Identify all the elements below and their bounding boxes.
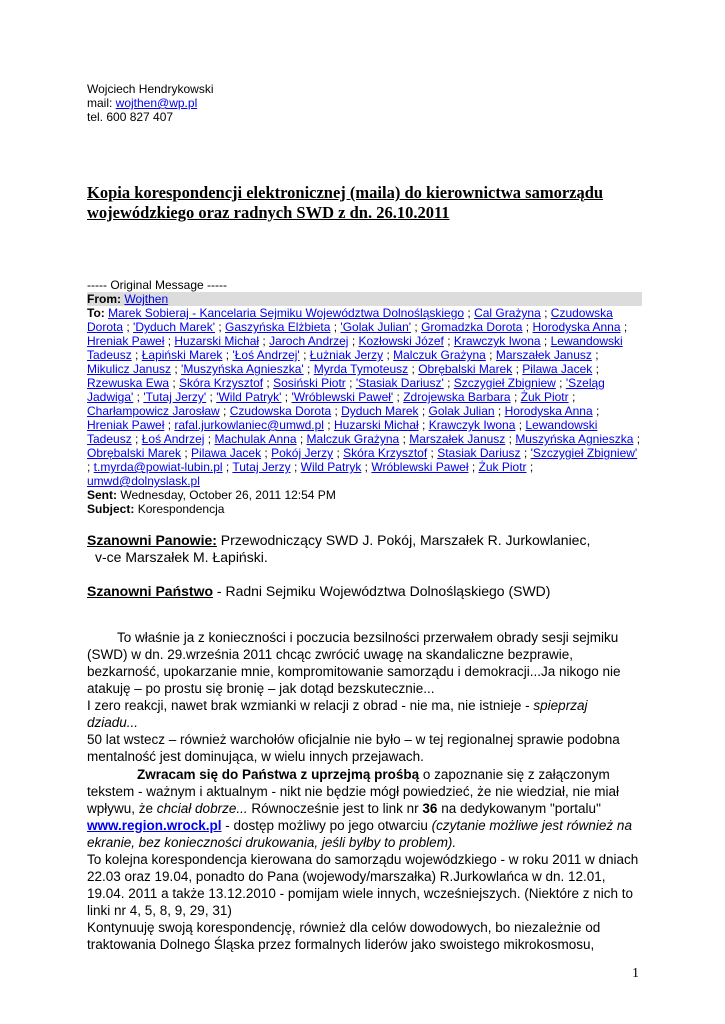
recipient-separator: ;: [87, 460, 94, 474]
recipient-link[interactable]: Obrębalski Marek: [87, 446, 182, 460]
recipient-separator: ;: [540, 334, 551, 348]
recipient-link[interactable]: 'Stasiak Dariusz': [355, 376, 444, 390]
recipient-link[interactable]: rafal.jurkowlaniec@umwd.pl: [174, 418, 324, 432]
recipient-separator: ;: [323, 418, 334, 432]
recipient-separator: ;: [131, 432, 142, 446]
recipient-link[interactable]: Krawczyk Iwona: [453, 334, 541, 348]
sender-name: Wojciech Hendrykowski: [87, 82, 214, 96]
sender-phone: tel. 600 827 407: [87, 110, 174, 124]
recipient-separator: ;: [164, 418, 175, 432]
recipient-separator: ;: [520, 446, 531, 460]
recipient-separator: ;: [222, 460, 233, 474]
recipient-link[interactable]: Horodyska Anna: [504, 404, 593, 418]
recipient-separator: ;: [510, 390, 521, 404]
recipient-link[interactable]: 'Wróblewski Paweł': [291, 390, 394, 404]
recipient-link[interactable]: Stasiak Dariusz: [437, 446, 521, 460]
recipient-link[interactable]: 'Łoś Andrzej': [232, 348, 300, 362]
recipient-link[interactable]: 'Dyduch Marek': [133, 320, 215, 334]
document-title: Kopia korespondencji elektronicznej (maila) do kierownictwa samorządu wojewódzkiego oraz radnych SWD z dn. 26.10.2011: [87, 183, 604, 222]
subject-row: Subject: Korespondencja: [87, 502, 225, 516]
recipient-separator: ;: [494, 404, 505, 418]
recipient-separator: ;: [540, 306, 551, 320]
recipient-list: [87, 306, 640, 488]
recipient-link[interactable]: 'Tutaj Jerzy': [143, 390, 207, 404]
recipient-separator: ;: [330, 320, 341, 334]
to-row: To: Marek Sobieraj - Kancelaria Sejmiku Województwa Dolnośląskiego ; Cal Grażyna ; Czudowska Dorota ; 'Dyduch Marek' ; Gaszyńska Elżbieta ; 'Golak Julian' ; Gromadzka Dorota ; Horodyska Anna ; Hreniak Paweł ; Huzarski Michał ; Jaroch Andrzej ; Kozłowski Józef ; Krawczyk Iwona ; Lewandowski Tadeusz ; Łapiński Marek ; 'Łoś Andrzej' ; Łużniak Jerzy ; Malczuk Grażyna ; Marszałek Janusz ; Mikulicz Janusz ; 'Muszyńska Agnieszka' ; Myrda Tymoteusz ; Obrębalski Marek ; Pilawa Jacek ; Rzewuska Ewa ; Skóra Krzysztof ; Sosiński Piotr ; 'Stasiak Dariusz' ; Szczygieł Zbigniew ; 'Szeląg Jadwiga' ; 'Tutaj Jerzy' ; 'Wild Patryk' ; 'Wróblewski Paweł' ; Zdrojewska Barbara ; Żuk Piotr ; Charłampowicz Jarosław ; Czudowska Dorota ; Dyduch Marek ; Golak Julian ; Horodyska Anna ; Hreniak Paweł ; rafal.jurkowlaniec@umwd.pl ; Huzarski Michał ; Krawczyk Iwona ; Lewandowski Tadeusz ; Łoś Andrzej ; Machulak Anna ; Malczuk Grażyna ; Marszałek Janusz ; Muszyńska Agnieszka ; Obrębalski Marek ; Pilawa Jacek ; Pokój Jerzy ; Skóra Krzysztof ; Stasiak Dariusz ; 'Szczygieł Zbigniew' ; t.myrda@powiat-lubin.pl ; Tutaj Jerzy ; Wild Patryk ; Wróblewski Paweł ; Żuk Piotr ; umwd@dolnyslask.pl: [87, 306, 641, 488]
recipient-link[interactable]: 'Szczygieł Zbigniew': [530, 446, 638, 460]
recipient-link[interactable]: 'Golak Julian': [340, 320, 412, 334]
recipient-separator: ;: [443, 334, 454, 348]
recipient-separator: ;: [361, 460, 372, 474]
recipient-separator: ;: [443, 376, 454, 390]
recipient-link[interactable]: Krawczyk Iwona: [428, 418, 516, 432]
recipient-link[interactable]: 'Wild Patryk': [216, 390, 282, 404]
recipient-link[interactable]: Mikulicz Janusz: [87, 362, 172, 376]
recipient-link[interactable]: Lewandowski Tadeusz: [87, 418, 598, 446]
recipient-separator: ;: [512, 362, 523, 376]
sent-row: Sent: Wednesday, October 26, 2011 12:54 PM: [87, 488, 336, 502]
recipient-link[interactable]: Charłampowicz Jarosław: [87, 404, 220, 418]
recipient-separator: ;: [505, 432, 516, 446]
recipient-separator: ;: [620, 320, 628, 334]
recipient-link[interactable]: Jaroch Andrzej: [269, 334, 349, 348]
greeting-gentlemen: Szanowni Panowie: Przewodniczący SWD J. Pokój, Marszałek R. Jurkowlaniec, v-ce Marszałek M. Łapiński.: [87, 532, 591, 565]
recipient-link[interactable]: Łapiński Marek: [141, 348, 223, 362]
recipient-separator: ;: [303, 362, 314, 376]
sender-mail: mail: wojthen@wp.pl: [87, 96, 198, 110]
paragraph-2: Zwracam się do Państwa z uprzejmą prośbą o zapoznanie się z załączonym tekstem - ważnym i aktualnym - nikt nie będzie mógł powiedzieć, że nie wiedział, nie miał wpływu, że chciał dobrze... Równocześnie jest to link nr 36 na dedykowanym "portalu" www.region.wrock.pl - dostęp możliwy po jego otwarciu (czytanie możliwe jest również na ekranie, bez konieczności drukowania, jeśli byłby to problem). To kolejna korespondencja kierowana do samorządu wojewódzkiego - w roku 2011 w dniach 22.03 oraz 19.04, ponadto do Pana (wojewody/marszałka) R.Jurkowlańca w dn. 12.01, 19.04. 2011 a także 13.12.2010 - pomijam wiele innych, wcześniejszych. (Niektóre z nich to linki nr 4, 5, 8, 9, 29, 31) Kontynuuję swoją korespondencję, również dla celów dowodowych, bo niezależnie od traktowania Dolnego Śląska przez formalnych liderów jako swoistego mikrokosmosu,: [87, 767, 639, 952]
recipient-separator: ;: [411, 320, 422, 334]
recipient-link[interactable]: Łoś Andrzej: [141, 432, 205, 446]
recipient-separator: ;: [263, 376, 274, 390]
recipient-link[interactable]: Dyduch Marek: [341, 404, 419, 418]
recipient-separator: ;: [333, 446, 344, 460]
recipient-link[interactable]: Żuk Piotr: [520, 390, 569, 404]
recipient-link[interactable]: Żuk Piotr: [478, 460, 527, 474]
recipient-separator: ;: [206, 390, 217, 404]
recipient-separator: ;: [296, 432, 307, 446]
recipient-separator: ;: [181, 446, 192, 460]
recipient-link[interactable]: Pilawa Jacek: [191, 446, 262, 460]
recipient-link[interactable]: Pilawa Jacek: [522, 362, 593, 376]
recipient-link[interactable]: 'Szeląg Jadwiga': [87, 376, 605, 404]
sender-mail-link[interactable]: wojthen@wp.pl: [115, 96, 198, 110]
recipient-separator: ;: [464, 306, 475, 320]
recipient-separator: ;: [568, 390, 576, 404]
recipient-separator: ;: [123, 320, 134, 334]
recipient-separator: ;: [393, 390, 404, 404]
recipient-separator: ;: [133, 390, 144, 404]
from-row: From: Wojthen: [87, 292, 642, 306]
recipient-separator: ;: [169, 376, 180, 390]
recipient-separator: ;: [383, 348, 394, 362]
recipient-separator: ;: [591, 348, 599, 362]
recipient-separator: ;: [331, 404, 342, 418]
recipient-link[interactable]: Golak Julian: [428, 404, 495, 418]
recipient-link[interactable]: Muszyńska Agnieszka: [515, 432, 634, 446]
recipient-separator: ;: [633, 432, 641, 446]
page-number: 1: [632, 966, 639, 981]
recipient-link[interactable]: Machulak Anna: [214, 432, 297, 446]
recipient-link[interactable]: Kozłowski Józef: [358, 334, 444, 348]
recipient-link[interactable]: Czudowska Dorota: [229, 404, 332, 418]
recipient-link[interactable]: 'Muszyńska Agnieszka': [181, 362, 304, 376]
recipient-separator: ;: [522, 320, 533, 334]
recipient-link[interactable]: Gromadzka Dorota: [421, 320, 523, 334]
paragraph-1: To właśnie ja z konieczności i poczucia bezsilności przerwałem obrady sesji sejmiku (SWD) w dn. 29.września 2011 chcąc zwrócić uwagę na skandaliczne bezprawie, bezkarność, upokarzanie mnie, kompromitowanie samorządu i demokracji...Ja nikogo nie atakuję – po prostu się bronię – jak dotąd bezskutecznie... I zero reakcji, nawet brak wzmianki w relacji z obrad - nie ma, nie istnieje - spieprzaj dziadu... 50 lat wstecz – również warchołów oficjalnie nie było – w tej regionalnej sprawie podobna mentalność jest dominująca, w wielu innych przejawach.: [87, 630, 621, 764]
recipient-link[interactable]: Marszałek Janusz: [495, 348, 592, 362]
recipient-link[interactable]: Skóra Krzysztof: [179, 376, 264, 390]
recipient-separator: ;: [290, 460, 301, 474]
recipient-link[interactable]: Malczuk Grażyna: [393, 348, 486, 362]
recipient-link[interactable]: Lewandowski Tadeusz: [87, 334, 623, 362]
recipient-link[interactable]: Marek Sobieraj - Kancelaria Sejmiku Województwa Dolnośląskiego: [108, 306, 465, 320]
recipient-link[interactable]: Sosiński Piotr: [273, 376, 346, 390]
original-message-marker: ----- Original Message -----: [87, 278, 228, 292]
recipient-separator: ;: [204, 432, 215, 446]
recipient-separator: ;: [468, 460, 479, 474]
recipient-link[interactable]: Wróblewski Paweł: [371, 460, 469, 474]
recipient-link[interactable]: Łużniak Jerzy: [309, 348, 384, 362]
recipient-link[interactable]: Pokój Jerzy: [271, 446, 334, 460]
recipient-link[interactable]: Wild Patryk: [300, 460, 362, 474]
recipient-link[interactable]: Czudowska Dorota: [87, 306, 613, 334]
recipient-link[interactable]: t.myrda@powiat-lubin.pl: [93, 460, 223, 474]
recipient-link[interactable]: Skóra Krzysztof: [343, 446, 428, 460]
recipient-link[interactable]: umwd@dolnyslask.pl: [87, 474, 200, 488]
recipient-separator: ;: [592, 404, 600, 418]
recipient-link[interactable]: Hreniak Paweł: [87, 334, 165, 348]
recipient-separator: ;: [399, 432, 410, 446]
recipient-separator: ;: [259, 334, 270, 348]
recipient-separator: ;: [164, 334, 175, 348]
region-portal-link[interactable]: www.region.wrock.pl: [87, 818, 222, 833]
recipient-separator: ;: [222, 348, 233, 362]
recipient-separator: ;: [348, 334, 359, 348]
email-header: [87, 278, 642, 516]
recipient-link[interactable]: Malczuk Grażyna: [306, 432, 400, 446]
recipient-separator: ;: [485, 348, 496, 362]
recipient-separator: ;: [345, 376, 356, 390]
recipient-link[interactable]: Horodyska Anna: [532, 320, 621, 334]
recipient-link[interactable]: Cal Grażyna: [474, 306, 541, 320]
greeting-councillors: Szanowni Państwo - Radni Sejmiku Województwa Dolnośląskiego (SWD): [87, 583, 551, 599]
recipient-separator: ;: [299, 348, 310, 362]
recipient-separator: ;: [427, 446, 438, 460]
recipient-separator: ;: [281, 390, 292, 404]
sender-header: [87, 82, 214, 124]
recipient-link[interactable]: Obrębalski Marek: [418, 362, 513, 376]
recipient-link[interactable]: Huzarski Michał: [174, 334, 260, 348]
recipient-link[interactable]: Rzewuska Ewa: [87, 376, 170, 390]
recipient-link[interactable]: Szczygieł Zbigniew: [453, 376, 556, 390]
recipient-separator: ;: [418, 418, 429, 432]
recipient-separator: ;: [555, 376, 566, 390]
recipient-separator: ;: [261, 446, 272, 460]
recipient-link[interactable]: Marszałek Janusz: [409, 432, 506, 446]
recipient-separator: ;: [418, 404, 429, 418]
recipient-link[interactable]: Huzarski Michał: [333, 418, 419, 432]
recipient-separator: ;: [592, 362, 599, 376]
recipient-link[interactable]: Hreniak Paweł: [87, 418, 165, 432]
recipient-separator: ;: [171, 362, 182, 376]
recipient-link[interactable]: Zdrojewska Barbara: [403, 390, 511, 404]
recipient-separator: ;: [131, 348, 142, 362]
recipient-separator: ;: [219, 404, 230, 418]
from-link[interactable]: Wojthen: [124, 292, 169, 306]
recipient-separator: ;: [515, 418, 526, 432]
recipient-link[interactable]: Myrda Tymoteusz: [313, 362, 409, 376]
recipient-separator: ;: [215, 320, 226, 334]
recipient-separator: ;: [526, 460, 534, 474]
recipient-link[interactable]: Gaszyńska Elżbieta: [225, 320, 331, 334]
recipient-separator: ;: [408, 362, 419, 376]
recipient-link[interactable]: Tutaj Jerzy: [232, 460, 291, 474]
